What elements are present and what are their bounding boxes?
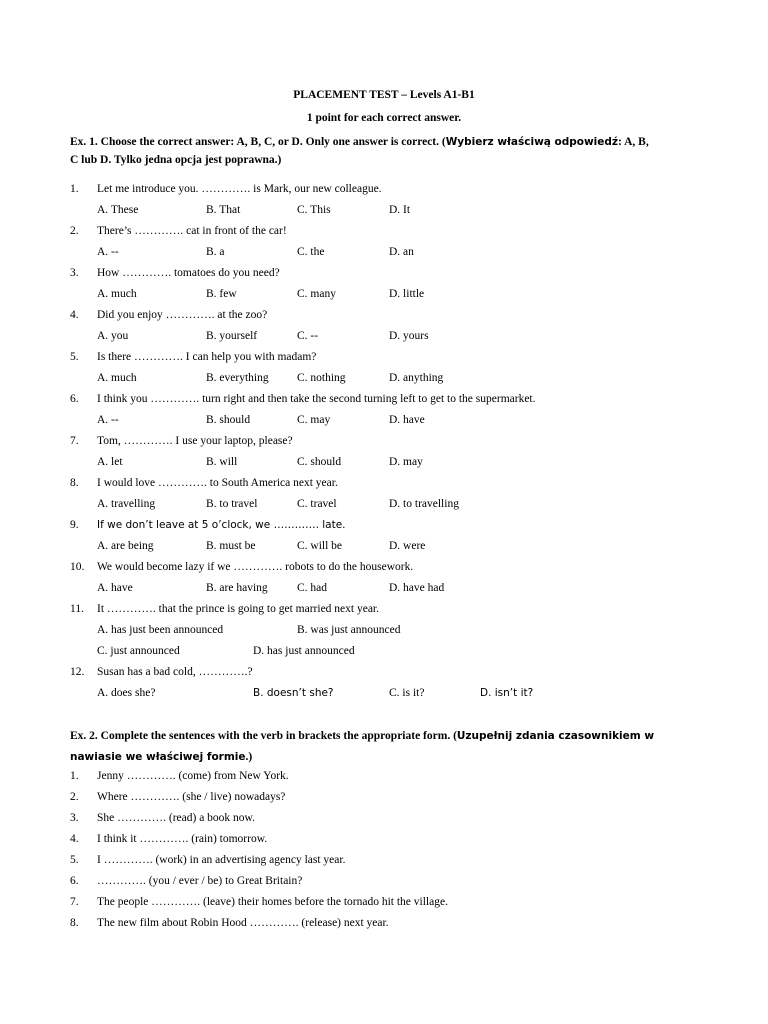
- option-a: A. are being: [97, 540, 154, 552]
- sentence-number: 6.: [70, 875, 79, 887]
- question-8-options: [97, 496, 697, 512]
- option-d: D. have had: [389, 582, 445, 594]
- question-text: We would become lazy if we …………. robots to do the housework.: [97, 561, 414, 573]
- ex1-heading-line2: C lub D. Tylko jedna opcja jest poprawna.): [70, 154, 282, 166]
- option-c: C. just announced: [97, 645, 180, 657]
- option-a: A. you: [97, 330, 129, 342]
- ex2-heading-pl1: Uzupełnij zdania czasownikiem w: [456, 730, 655, 742]
- option-c: C. This: [297, 204, 331, 216]
- sentence-number: 5.: [70, 854, 79, 866]
- question-text: Did you enjoy …………. at the zoo?: [97, 309, 268, 321]
- question-number: 2.: [70, 225, 79, 237]
- question-3-options: [97, 286, 697, 302]
- sentence-number: 8.: [70, 917, 79, 929]
- sentence-text: I think it …………. (rain) tomorrow.: [97, 833, 268, 845]
- sentence-text: …………. (you / ever / be) to Great Britain?: [97, 875, 303, 887]
- question-text: I think you …………. turn right and then take the second turning left to get to the supermarket.: [97, 393, 536, 405]
- sentence-6: [70, 873, 710, 889]
- question-number: 6.: [70, 393, 79, 405]
- option-d: D. were: [389, 540, 426, 552]
- option-d: D. have: [389, 414, 425, 426]
- question-6-options: [97, 412, 697, 428]
- question-6: [70, 391, 710, 407]
- question-text: Susan has a bad cold, ………….?: [97, 666, 253, 678]
- ex1-heading-tail: : A, B,: [618, 136, 649, 148]
- sentence-4: [70, 831, 710, 847]
- ex1-heading-en: Ex. 1. Choose the correct answer: A, B, C, or D. Only one answer is correct. (: [70, 136, 446, 148]
- question-4: [70, 307, 710, 323]
- question-text: There’s …………. cat in front of the car!: [97, 225, 287, 237]
- option-b: B. everything: [206, 372, 269, 384]
- question-1: [70, 181, 710, 197]
- option-a: A. has just been announced: [97, 624, 224, 636]
- option-d: D. anything: [389, 372, 444, 384]
- question-number: 7.: [70, 435, 79, 447]
- sentence-number: 1.: [70, 770, 79, 782]
- question-7-options: [97, 454, 697, 470]
- option-b: B. will: [206, 456, 238, 468]
- option-c: C. travel: [297, 498, 337, 510]
- question-11-options-row1: [97, 622, 697, 638]
- option-a: A. These: [97, 204, 139, 216]
- option-d: D. It: [389, 204, 411, 216]
- sentence-text: Where …………. (she / live) nowadays?: [97, 791, 286, 803]
- sentence-text: I …………. (work) in an advertising agency last year.: [97, 854, 346, 866]
- option-c: C. nothing: [297, 372, 346, 384]
- sentence-8: [70, 915, 710, 931]
- option-b: B. yourself: [206, 330, 258, 342]
- ex1-heading: [70, 133, 700, 169]
- question-2: [70, 223, 710, 239]
- question-12-options: [97, 685, 697, 701]
- ex1-heading-pl: Wybierz właściwą odpowiedź: [445, 136, 619, 148]
- option-c: C. should: [297, 456, 342, 468]
- option-c: C. many: [297, 288, 336, 300]
- question-number: 11.: [70, 603, 84, 615]
- question-10-options: [97, 580, 697, 596]
- ex2-heading: [70, 726, 700, 768]
- question-3: [70, 265, 710, 281]
- option-a: A. much: [97, 372, 137, 384]
- question-9: [70, 517, 710, 533]
- question-1-options: [97, 202, 697, 218]
- sentence-2: [70, 789, 710, 805]
- sentence-text: The people …………. (leave) their homes before the tornado hit the village.: [97, 896, 448, 908]
- sentence-7: [70, 894, 710, 910]
- option-d: D. has just announced: [253, 645, 355, 657]
- question-8: [70, 475, 710, 491]
- ex2-heading-en: Ex. 2. Complete the sentences with the verb in brackets the appropriate form. (: [70, 730, 457, 742]
- page-title: PLACEMENT TEST – Levels A1-B1: [293, 89, 475, 101]
- question-5: [70, 349, 710, 365]
- question-2-options: [97, 244, 697, 260]
- question-number: 1.: [70, 183, 79, 195]
- ex2-heading-tail: .): [245, 751, 253, 763]
- question-text: I would love …………. to South America next year.: [97, 477, 338, 489]
- option-d: D. little: [389, 288, 425, 300]
- option-d: D. isn’t it?: [480, 687, 534, 699]
- sentence-5: [70, 852, 710, 868]
- question-number: 9.: [70, 519, 79, 531]
- option-b: B. was just announced: [297, 624, 401, 636]
- option-b: B. must be: [206, 540, 256, 552]
- sentence-text: She …………. (read) a book now.: [97, 812, 255, 824]
- question-number: 8.: [70, 477, 79, 489]
- option-a: A. --: [97, 246, 119, 258]
- sentence-3: [70, 810, 710, 826]
- question-7: [70, 433, 710, 449]
- question-number: 10.: [70, 561, 85, 573]
- sentence-number: 7.: [70, 896, 79, 908]
- question-11-options-row2: [97, 643, 697, 659]
- option-d: D. an: [389, 246, 414, 258]
- sentence-1: [70, 768, 710, 784]
- sentence-number: 3.: [70, 812, 79, 824]
- option-c: C. had: [297, 582, 328, 594]
- option-a: A. have: [97, 582, 133, 594]
- option-c: C. is it?: [389, 687, 425, 699]
- option-a: A. much: [97, 288, 137, 300]
- option-d: D. to travelling: [389, 498, 459, 510]
- option-b: B. doesn’t she?: [253, 687, 334, 699]
- option-a: A. travelling: [97, 498, 156, 510]
- option-a: A. --: [97, 414, 119, 426]
- option-b: B. are having: [206, 582, 268, 594]
- sentence-text: Jenny …………. (come) from New York.: [97, 770, 289, 782]
- ex2-heading-pl2: nawiasie we właściwej formie: [70, 751, 246, 763]
- option-b: B. to travel: [206, 498, 258, 510]
- option-d: D. may: [389, 456, 423, 468]
- option-b: B. should: [206, 414, 251, 426]
- question-text: How …………. tomatoes do you need?: [97, 267, 280, 279]
- option-b: B. That: [206, 204, 241, 216]
- option-a: A. let: [97, 456, 123, 468]
- option-c: C. --: [297, 330, 319, 342]
- question-text: Let me introduce you. …………. is Mark, our new colleague.: [97, 183, 382, 195]
- question-number: 4.: [70, 309, 79, 321]
- option-c: C. the: [297, 246, 325, 258]
- option-c: C. may: [297, 414, 331, 426]
- question-12: [70, 664, 710, 680]
- question-11: [70, 601, 710, 617]
- page-subtitle: 1 point for each correct answer.: [306, 112, 462, 124]
- question-number: 3.: [70, 267, 79, 279]
- question-text: Tom, …………. I use your laptop, please?: [97, 435, 293, 447]
- question-5-options: [97, 370, 697, 386]
- question-text: It …………. that the prince is going to get married next year.: [97, 603, 379, 615]
- sentence-number: 4.: [70, 833, 79, 845]
- question-10: [70, 559, 710, 575]
- question-4-options: [97, 328, 697, 344]
- option-d: D. yours: [389, 330, 429, 342]
- option-b: B. few: [206, 288, 237, 300]
- option-b: B. a: [206, 246, 225, 258]
- question-number: 12.: [70, 666, 85, 678]
- option-c: C. will be: [297, 540, 343, 552]
- question-9-options: [97, 538, 697, 554]
- option-a: A. does she?: [97, 687, 156, 699]
- sentence-text: The new film about Robin Hood …………. (release) next year.: [97, 917, 389, 929]
- question-text: If we don’t leave at 5 o’clock, we …………. late.: [97, 519, 346, 531]
- question-number: 5.: [70, 351, 79, 363]
- sentence-number: 2.: [70, 791, 79, 803]
- question-text: Is there …………. I can help you with madam?: [97, 351, 317, 363]
